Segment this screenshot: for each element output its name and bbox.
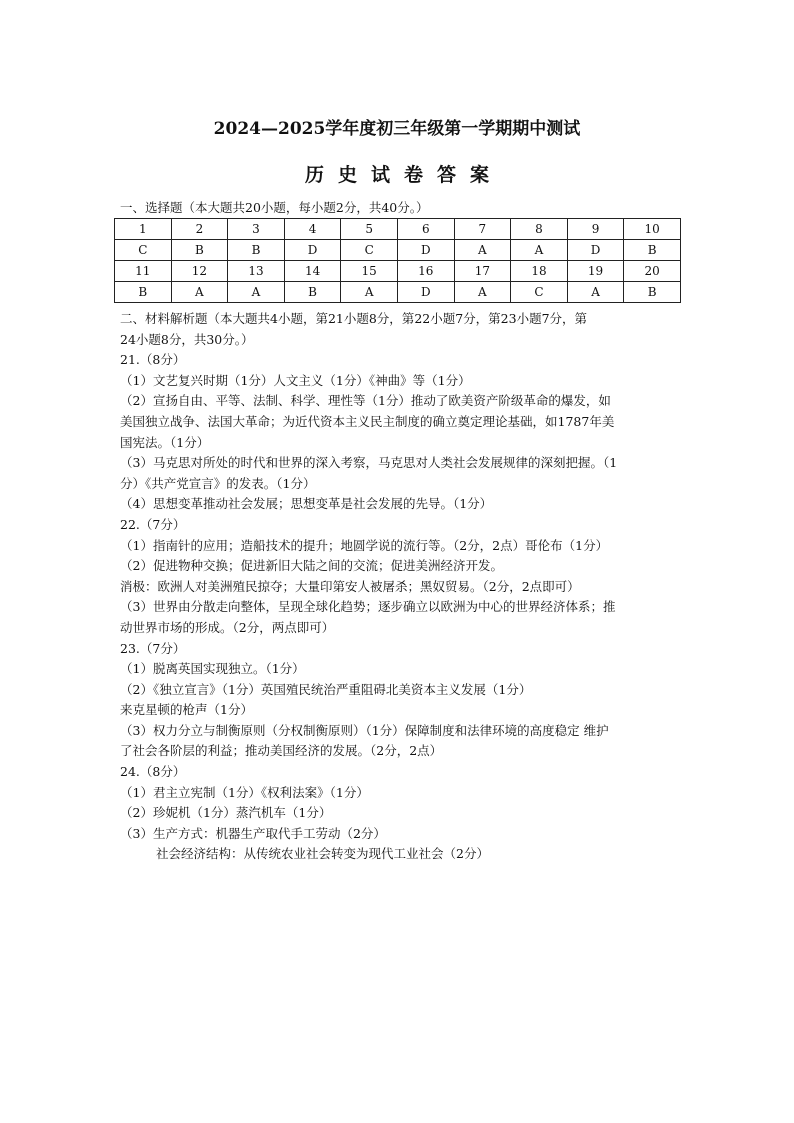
answer-line: 来克星顿的枪声（1分）: [120, 702, 253, 718]
answer-line: 了社会各阶层的利益；推动美国经济的发展。（2分，2点）: [120, 743, 443, 759]
table-cell: 20: [624, 261, 681, 282]
table-cell: 4: [284, 219, 341, 240]
table-cell: 11: [115, 261, 172, 282]
table-cell: D: [397, 240, 454, 261]
table-cell: 6: [397, 219, 454, 240]
answer-line: （1）脱离英国实现独立。（1分）: [120, 661, 305, 677]
answer-line: （2）促进物种交换；促进新旧大陆之间的交流；促进美洲经济开发。: [120, 558, 503, 574]
answer-line: （3）权力分立与制衡原则（分权制衡原则）（1分）保障制度和法律环境的高度稳定 维护: [120, 722, 609, 738]
table-cell: C: [115, 240, 172, 261]
table-cell: D: [284, 240, 341, 261]
table-cell: B: [171, 240, 228, 261]
table-cell: A: [454, 282, 511, 303]
table-cell: A: [171, 282, 228, 303]
table-cell: A: [341, 282, 398, 303]
table-cell: A: [454, 240, 511, 261]
table-cell: 12: [171, 261, 228, 282]
answer-line: 动世界市场的形成。（2分，两点即可）: [120, 619, 335, 635]
answer-line: 国宪法。（1分）: [120, 434, 210, 450]
table-cell: 17: [454, 261, 511, 282]
answer-line: （2）宣扬自由、平等、法制、科学、理性等（1分）推动了欧美资产阶级革命的爆发，如: [120, 393, 611, 409]
answer-line: 社会经济结构：从传统农业社会转变为现代工业社会（2分）: [156, 846, 489, 862]
table-cell: B: [624, 282, 681, 303]
table-cell: D: [397, 282, 454, 303]
table-cell: A: [567, 282, 624, 303]
table-cell: 3: [228, 219, 285, 240]
document-title: 2024—2025学年度初三年级第一学期期中测试: [213, 119, 581, 139]
table-cell: A: [511, 240, 568, 261]
table-cell: 15: [341, 261, 398, 282]
answer-line: （1）文艺复兴时期（1分）人文主义（1分）《神曲》等（1分）: [120, 372, 471, 388]
answer-line: （3）生产方式：机器生产取代手工劳动（2分）: [120, 825, 386, 841]
answer-line: （1）指南针的应用；造船技术的提升；地圆学说的流行等。（2分，2点）哥伦布（1分）: [120, 537, 609, 553]
table-cell: 10: [624, 219, 681, 240]
answer-line: （2）《独立宣言》（1分）英国殖民统治严重阻碍北美资本主义发展（1分）: [120, 681, 532, 697]
table-cell: B: [624, 240, 681, 261]
table-cell: B: [228, 240, 285, 261]
answer-line: （4）思想变革推动社会发展；思想变革是社会发展的先导。（1分）: [120, 496, 493, 512]
table-cell: 14: [284, 261, 341, 282]
table-cell: 1: [115, 219, 172, 240]
question-22-heading: 22.（7分）: [120, 516, 186, 532]
table-cell: C: [341, 240, 398, 261]
answer-table: [114, 218, 681, 303]
section2-heading: 二、材料解析题（本大题共4小题，第21小题8分，第22小题7分，第23小题7分，第: [120, 311, 588, 326]
section2-heading-cont: 24小题8分，共30分。）: [120, 331, 254, 347]
table-cell: 13: [228, 261, 285, 282]
answer-line: （3）世界由分散走向整体，呈现全球化趋势；逐步确立以欧洲为中心的世界经济体系；推: [120, 599, 616, 615]
table-cell: 5: [341, 219, 398, 240]
table-row: [115, 282, 681, 303]
table-cell: 16: [397, 261, 454, 282]
table-cell: B: [115, 282, 172, 303]
table-cell: B: [284, 282, 341, 303]
answer-line: 消极：欧洲人对美洲殖民掠夺；大量印第安人被屠杀；黑奴贸易。（2分，2点即可）: [120, 578, 580, 594]
table-cell: 9: [567, 219, 624, 240]
table-cell: 8: [511, 219, 568, 240]
question-21-heading: 21.（8分）: [120, 352, 186, 368]
table-cell: 18: [511, 261, 568, 282]
table-row: [115, 261, 681, 282]
table-cell: A: [228, 282, 285, 303]
table-cell: 19: [567, 261, 624, 282]
table-row: [115, 240, 681, 261]
answer-line: （2）珍妮机（1分）蒸汽机车（1分）: [120, 805, 332, 821]
table-cell: D: [567, 240, 624, 261]
table-cell: 2: [171, 219, 228, 240]
table-cell: 7: [454, 219, 511, 240]
table-row: [115, 219, 681, 240]
question-24-heading: 24.（8分）: [120, 764, 186, 780]
answer-line: 分）《共产党宣言》的发表。（1分）: [120, 475, 316, 491]
document-subtitle: 历史试卷答案: [304, 164, 503, 186]
answer-line: （3）马克思对所处的时代和世界的深入考察，马克思对人类社会发展规律的深刻把握。（1: [120, 455, 618, 471]
answer-line: 美国独立战争、法国大革命；为近代资本主义民主制度的确立奠定理论基础，如1787年美: [120, 413, 615, 429]
question-23-heading: 23.（7分）: [120, 640, 186, 656]
section1-heading: 一、选择题（本大题共20小题，每小题2分，共40分。）: [120, 200, 429, 215]
table-cell: C: [511, 282, 568, 303]
answer-body: [120, 309, 682, 865]
answer-line: （1）君主立宪制（1分）《权利法案》（1分）: [120, 784, 369, 800]
